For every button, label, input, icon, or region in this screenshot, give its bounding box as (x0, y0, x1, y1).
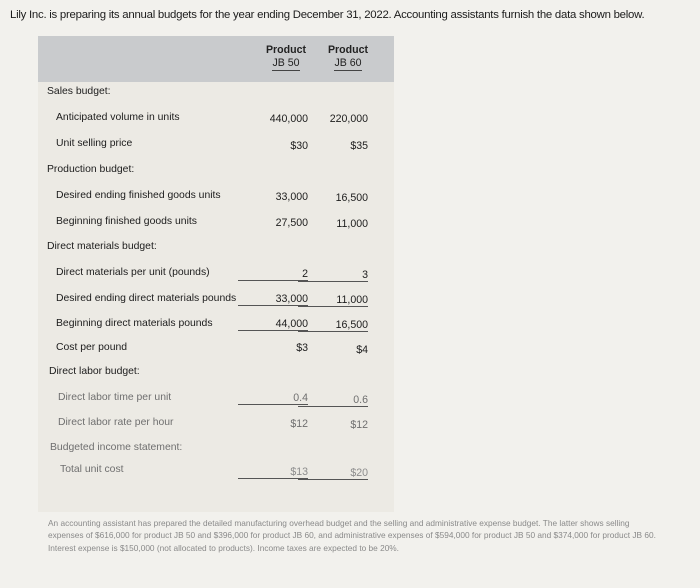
value-jb50: $12 (290, 418, 308, 430)
value-jb50: 27,500 (275, 217, 308, 229)
value-jb60: 11,000 (336, 218, 368, 230)
row-label: Desired ending finished goods units (56, 190, 221, 201)
value-jb50: $13 (238, 466, 308, 479)
value-jb50: 44,000 (238, 318, 308, 331)
value-jb60: $20 (298, 467, 368, 480)
section-direct-labor-budget: Direct labor budget: (49, 366, 140, 377)
value-jb50: 33,000 (275, 191, 308, 203)
value-jb60: 16,500 (335, 192, 368, 204)
value-jb50: $3 (296, 342, 308, 354)
intro-text: Lily Inc. is preparing its annual budgets for the year ending December 31, 2022. Accounting assistants furnish the data shown below. (10, 9, 645, 21)
column-header-jb50-line1: Product (265, 44, 307, 56)
column-header-jb60-line1: Product (327, 44, 369, 56)
section-budgeted-income-statement: Budgeted income statement: (50, 442, 183, 453)
value-jb60: 220,000 (329, 113, 368, 125)
row-label: Direct materials per unit (pounds) (56, 267, 210, 278)
row-label: Anticipated volume in units (56, 112, 180, 123)
footnote-paragraph: An accounting assistant has prepared the detailed manufacturing overhead budget and the selling and administrative expense budget. The latter shows selling expenses of $616,000 for product JB 50 and $396,000 for product JB 60, and administrative expenses of $594,000 for product JB 50 and $374,000 for product JB 60. Interest expense is $150,000 (not allocated to products). Income taxes are expected to be 20%. (48, 518, 656, 553)
row-label: Beginning direct materials pounds (56, 318, 213, 329)
section-direct-materials-budget: Direct materials budget: (47, 241, 157, 252)
value-jb60: $12 (350, 419, 368, 431)
value-jb60: $4 (356, 344, 368, 356)
row-label: Cost per pound (56, 342, 128, 353)
column-header-jb60 (313, 44, 383, 71)
value-jb60: 0.6 (298, 394, 368, 407)
value-jb60: 11,000 (298, 294, 368, 307)
value-jb50: $30 (290, 140, 308, 152)
value-jb60: $35 (350, 140, 368, 152)
value-jb50: 0.4 (238, 392, 308, 405)
value-jb50: 440,000 (269, 113, 308, 125)
row-label: Direct labor rate per hour (58, 417, 174, 428)
column-header-jb50 (251, 44, 321, 71)
column-header-jb50-line2: JB 50 (272, 57, 300, 69)
row-label: Beginning finished goods units (56, 216, 197, 227)
section-sales-budget: Sales budget: (47, 86, 111, 97)
row-label: Unit selling price (56, 138, 133, 149)
section-production-budget: Production budget: (47, 164, 135, 175)
value-jb50: 2 (238, 268, 308, 281)
row-label: Direct labor time per unit (58, 392, 172, 403)
value-jb60: 3 (298, 269, 368, 282)
value-jb50: 33,000 (238, 293, 308, 306)
column-header-jb60-line2: JB 60 (334, 57, 362, 69)
row-label: Desired ending direct materials pounds (56, 293, 237, 304)
value-jb60: 16,500 (298, 319, 368, 332)
row-label: Total unit cost (60, 464, 124, 475)
